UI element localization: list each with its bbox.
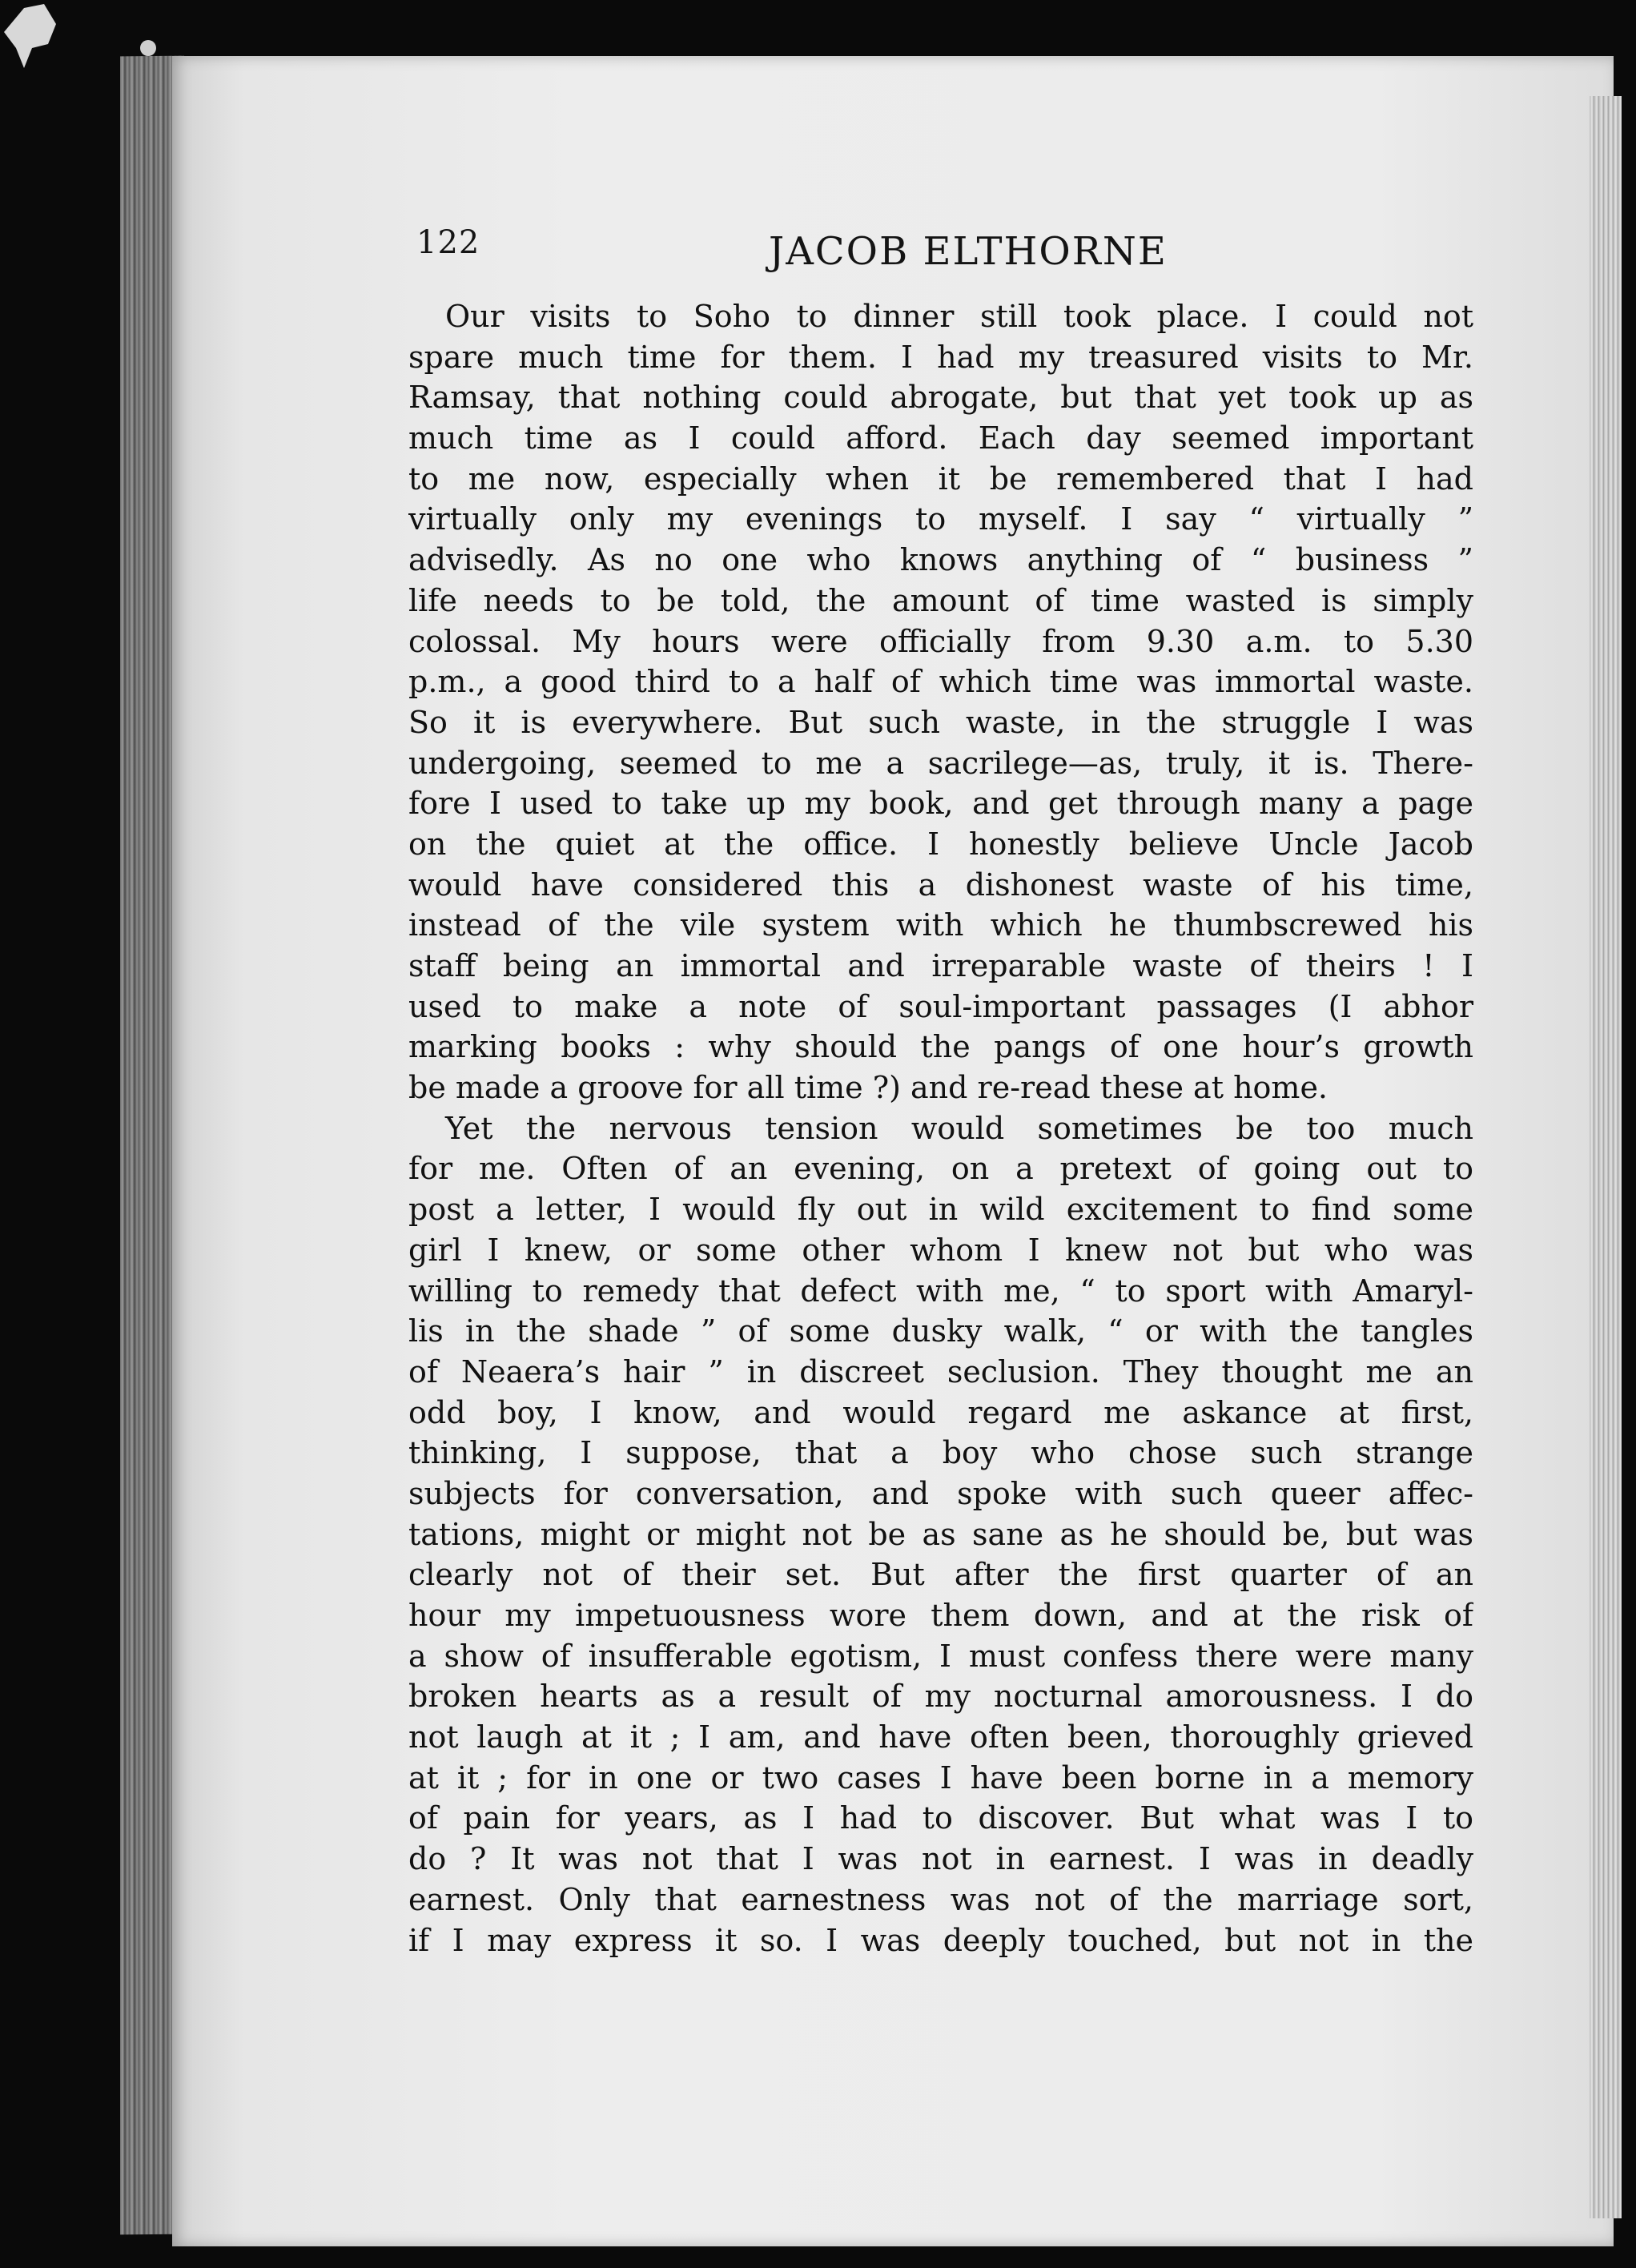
text-line: much time as I could afford. Each day seemed important xyxy=(408,420,1473,456)
text-line: a show of insufferable egotism, I must confess there were many xyxy=(408,1638,1473,1674)
text-line: if I may express it so. I was deeply touched, but not in the xyxy=(408,1922,1473,1958)
text-line: post a letter, I would fly out in wild excitement to find some xyxy=(408,1192,1473,1228)
text-line: instead of the vile system with which he thumbscrewed his xyxy=(408,907,1473,943)
text-line: tations, might or might not be as sane as he should be, but was xyxy=(408,1516,1473,1552)
text-line: girl I knew, or some other whom I knew not but who was xyxy=(408,1232,1473,1268)
text-line: So it is everywhere. But such waste, in the struggle I was xyxy=(408,704,1473,740)
text-line: be made a groove for all time ?) and re-read these at home. xyxy=(408,1070,1328,1106)
text-line: of Neaera’s hair ” in discreet seclusion. They thought me an xyxy=(408,1353,1473,1389)
text-line: virtually only my evenings to myself. I say “ virtually ” xyxy=(408,501,1473,537)
book-right-edge xyxy=(1590,96,1622,2218)
text-line: Yet the nervous tension would sometimes be too much xyxy=(445,1110,1473,1146)
text-line: colossal. My hours were officially from 9.30 a.m. to 5.30 xyxy=(408,623,1473,659)
page-number: 122 xyxy=(416,224,480,261)
text-line: would have considered this a dishonest waste of his time, xyxy=(408,867,1473,903)
text-line: p.m., a good third to a half of which time was immortal waste. xyxy=(408,664,1473,700)
text-line: advisedly. As no one who knows anything of “ business ” xyxy=(408,542,1473,578)
page-header xyxy=(416,216,1554,280)
text-line: undergoing, seemed to me a sacrilege—as, truly, it is. There- xyxy=(408,745,1473,781)
text-line: fore I used to take up my book, and get through many a page xyxy=(408,786,1473,822)
text-line: on the quiet at the office. I honestly believe Uncle Jacob xyxy=(408,826,1473,862)
text-line: of pain for years, as I had to discover. But what was I to xyxy=(408,1800,1473,1836)
text-line: odd boy, I know, and would regard me askance at first, xyxy=(408,1394,1473,1430)
text-line: for me. Often of an evening, on a pretext of going out to xyxy=(408,1151,1473,1187)
text-line: hour my impetuousness wore them down, and at the risk of xyxy=(408,1598,1473,1633)
text-line: used to make a note of soul-important passages (I abhor xyxy=(408,988,1473,1024)
text-line: staff being an immortal and irreparable waste of theirs ! I xyxy=(408,948,1473,983)
text-line: earnest. Only that earnestness was not of the marriage sort, xyxy=(408,1881,1473,1917)
text-line: Our visits to Soho to dinner still took place. I could not xyxy=(445,299,1473,334)
running-title: JACOB ELTHORNE xyxy=(769,229,1168,274)
text-line: life needs to be told, the amount of time wasted is simply xyxy=(408,582,1473,618)
text-line: thinking, I suppose, that a boy who chose such strange xyxy=(408,1435,1473,1471)
text-line: willing to remedy that defect with me, “ to sport with Amaryl- xyxy=(408,1273,1473,1309)
text-line: clearly not of their set. But after the first quarter of an xyxy=(408,1557,1473,1593)
text-line: do ? It was not that I was not in earnest. I was in deadly xyxy=(408,1841,1473,1877)
text-line: lis in the shade ” of some dusky walk, “ or with the tangles xyxy=(408,1313,1473,1349)
text-line: broken hearts as a result of my nocturnal amorousness. I do xyxy=(408,1679,1473,1715)
text-line: Ramsay, that nothing could abrogate, but that yet took up as xyxy=(408,380,1473,416)
text-line: at it ; for in one or two cases I have been borne in a memory xyxy=(408,1759,1473,1796)
body-text xyxy=(408,296,1473,1960)
text-line: marking books : why should the pangs of one hour’s growth xyxy=(408,1029,1473,1065)
text-line: not laugh at it ; I am, and have often been, thoroughly grieved xyxy=(408,1719,1473,1755)
text-line: subjects for conversation, and spoke with such queer affec- xyxy=(408,1475,1473,1511)
text-line: to me now, especially when it be remembered that I had xyxy=(408,460,1473,497)
text-line: spare much time for them. I had my treasured visits to Mr. xyxy=(408,339,1473,375)
